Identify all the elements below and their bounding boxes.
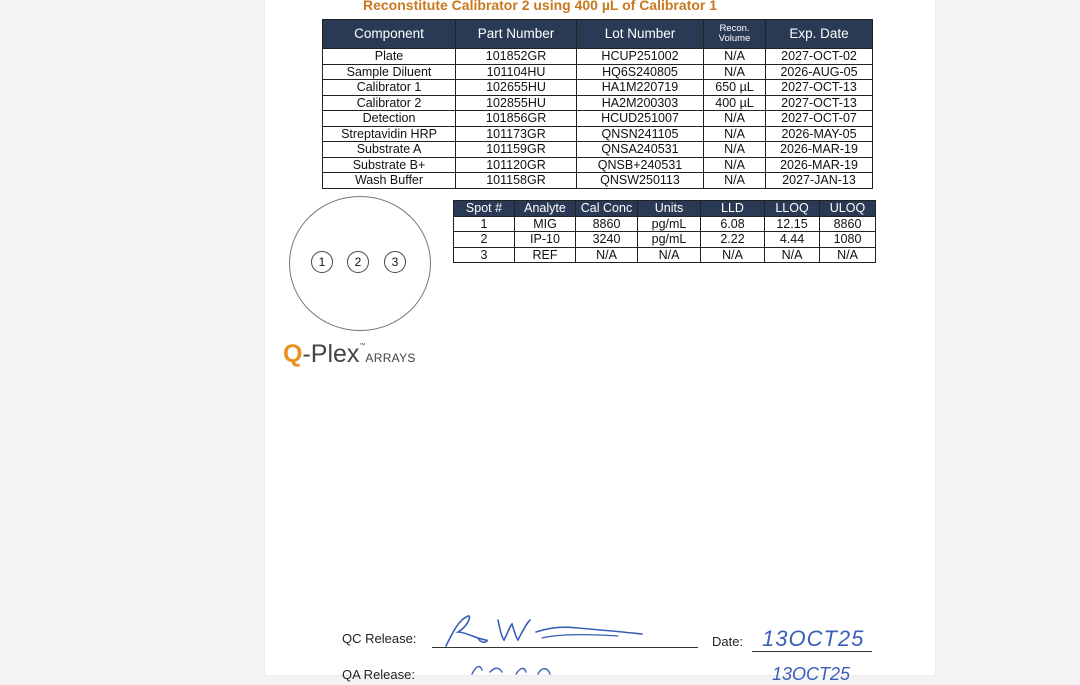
col-header-component: Component: [323, 20, 456, 49]
qa-date-value: 13OCT25: [772, 664, 851, 684]
component-row-substrate-b: [323, 157, 873, 173]
logo-plex: -Plex: [302, 340, 360, 368]
component-row-detection: [323, 111, 873, 127]
component-cell-part-number: 101158GR: [456, 173, 577, 189]
component-cell-component: Calibrator 1: [323, 80, 456, 96]
component-row-streptavidin-hrp: [323, 126, 873, 142]
component-cell-component: Sample Diluent: [323, 64, 456, 80]
qc-date-label: Date:: [712, 634, 744, 649]
col-header-part-number: Part Number: [456, 20, 577, 49]
spot-cell-analyte: IP-10: [515, 232, 576, 248]
component-cell-component: Wash Buffer: [323, 173, 456, 189]
spot-cell-lloq: N/A: [765, 247, 820, 263]
component-cell-component: Calibrator 2: [323, 95, 456, 111]
col-header-lld: LLD: [701, 201, 765, 217]
spot-cell-lld: N/A: [701, 247, 765, 263]
component-cell-exp-date: 2027-OCT-07: [766, 111, 873, 127]
component-cell-lot-number: HA1M220719: [577, 80, 704, 96]
component-row-sample-diluent: [323, 64, 873, 80]
component-cell-recon-volume: N/A: [704, 142, 766, 158]
spot-cell-lloq: 12.15: [765, 216, 820, 232]
component-cell-exp-date: 2027-OCT-02: [766, 49, 873, 65]
col-header-cal-conc: Cal Conc: [576, 201, 638, 217]
component-cell-recon-volume: 650 µL: [704, 80, 766, 96]
components-header-row: [323, 20, 873, 49]
component-cell-part-number: 101852GR: [456, 49, 577, 65]
component-cell-component: Plate: [323, 49, 456, 65]
spot-body: [454, 216, 876, 263]
well-spot-1: 1: [311, 251, 333, 273]
component-cell-part-number: 102855HU: [456, 95, 577, 111]
spot-cell-units: pg/mL: [638, 216, 701, 232]
component-row-wash-buffer: [323, 173, 873, 189]
spot-row-3: [454, 247, 876, 263]
component-cell-part-number: 101159GR: [456, 142, 577, 158]
component-cell-lot-number: QNSB+240531: [577, 157, 704, 173]
logo-trademark: ™: [359, 343, 366, 349]
component-cell-lot-number: HCUP251002: [577, 49, 704, 65]
component-cell-exp-date: 2027-OCT-13: [766, 80, 873, 96]
component-row-calibrator-2: [323, 95, 873, 111]
component-cell-lot-number: HQ6S240805: [577, 64, 704, 80]
logo-q: Q: [283, 340, 303, 368]
well-spot-3: 3: [384, 251, 406, 273]
col-header-lot-number: Lot Number: [577, 20, 704, 49]
component-cell-recon-volume: N/A: [704, 64, 766, 80]
component-cell-exp-date: 2027-JAN-13: [766, 173, 873, 189]
qa-release-label: QA Release:: [342, 667, 415, 682]
component-cell-exp-date: 2026-AUG-05: [766, 64, 873, 80]
component-row-calibrator-1: [323, 80, 873, 96]
spot-cell-units: pg/mL: [638, 232, 701, 248]
component-cell-part-number: 101104HU: [456, 64, 577, 80]
component-cell-lot-number: HA2M200303: [577, 95, 704, 111]
component-cell-lot-number: HCUD251007: [577, 111, 704, 127]
component-cell-component: Substrate A: [323, 142, 456, 158]
component-cell-exp-date: 2026-MAR-19: [766, 157, 873, 173]
spot-cell-units: N/A: [638, 247, 701, 263]
component-cell-recon-volume: 400 µL: [704, 95, 766, 111]
spot-row-1: [454, 216, 876, 232]
spot-cell-lloq: 4.44: [765, 232, 820, 248]
spot-table: [453, 200, 876, 263]
document-title: Reconstitute Calibrator 2 using 400 µL of Calibrator 1: [363, 0, 717, 13]
component-cell-part-number: 101173GR: [456, 126, 577, 142]
component-cell-part-number: 101856GR: [456, 111, 577, 127]
qa-signature: [468, 660, 578, 675]
component-cell-part-number: 102655HU: [456, 80, 577, 96]
spot-cell-lld: 2.22: [701, 232, 765, 248]
component-cell-recon-volume: N/A: [704, 157, 766, 173]
col-header-analyte: Analyte: [515, 201, 576, 217]
recon-volume-label: Recon. Volume: [718, 23, 751, 44]
component-cell-exp-date: 2027-OCT-13: [766, 95, 873, 111]
component-cell-recon-volume: N/A: [704, 49, 766, 65]
spot-cell-analyte: MIG: [515, 216, 576, 232]
component-row-substrate-a: [323, 142, 873, 158]
component-cell-lot-number: QNSN241105: [577, 126, 704, 142]
component-cell-component: Substrate B+: [323, 157, 456, 173]
spot-cell-spot: 2: [454, 232, 515, 248]
col-header-spot: Spot #: [454, 201, 515, 217]
logo-arrays: ARRAYS: [365, 351, 416, 365]
qc-date-value: 13OCT25: [762, 626, 865, 651]
spot-header-row: [454, 201, 876, 217]
component-cell-component: Streptavidin HRP: [323, 126, 456, 142]
spot-cell-lld: 6.08: [701, 216, 765, 232]
spot-cell-cal-conc: 8860: [576, 216, 638, 232]
qplex-logo: [283, 340, 416, 369]
spot-cell-uloq: 8860: [820, 216, 876, 232]
spot-cell-cal-conc: 3240: [576, 232, 638, 248]
qc-signature: [438, 612, 650, 654]
component-cell-exp-date: 2026-MAR-19: [766, 142, 873, 158]
spot-cell-uloq: N/A: [820, 247, 876, 263]
spot-cell-cal-conc: N/A: [576, 247, 638, 263]
well-spot-2: 2: [347, 251, 369, 273]
qc-release-label: QC Release:: [342, 631, 417, 646]
component-cell-lot-number: QNSA240531: [577, 142, 704, 158]
component-cell-recon-volume: N/A: [704, 126, 766, 142]
spot-cell-uloq: 1080: [820, 232, 876, 248]
col-header-units: Units: [638, 201, 701, 217]
spot-cell-analyte: REF: [515, 247, 576, 263]
components-table: [322, 19, 873, 189]
spot-cell-spot: 3: [454, 247, 515, 263]
component-row-plate: [323, 49, 873, 65]
component-cell-recon-volume: N/A: [704, 173, 766, 189]
component-cell-part-number: 101120GR: [456, 157, 577, 173]
component-cell-lot-number: QNSW250113: [577, 173, 704, 189]
col-header-exp-date: Exp. Date: [766, 20, 873, 49]
col-header-uloq: ULOQ: [820, 201, 876, 217]
col-header-lloq: LLOQ: [765, 201, 820, 217]
components-body: [323, 49, 873, 189]
spot-row-2: [454, 232, 876, 248]
component-cell-exp-date: 2026-MAY-05: [766, 126, 873, 142]
component-cell-component: Detection: [323, 111, 456, 127]
col-header-recon-volume: [704, 20, 766, 49]
spot-cell-spot: 1: [454, 216, 515, 232]
component-cell-recon-volume: N/A: [704, 111, 766, 127]
